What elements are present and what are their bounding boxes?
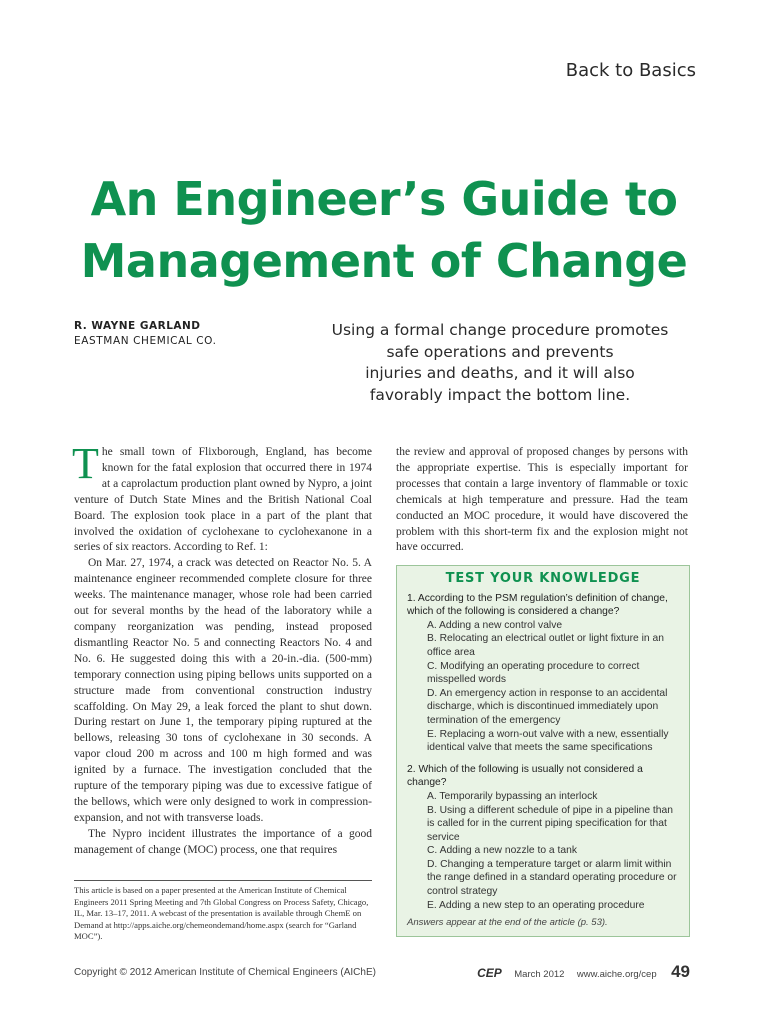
answer-option: E. Adding a new step to an operating procedure	[427, 899, 645, 911]
deck-line-3: injuries and deaths, and it will also	[365, 364, 635, 382]
answer-option: C. Adding a new nozzle to a tank	[427, 845, 577, 857]
quiz-question	[407, 592, 679, 755]
body-paragraph	[72, 439, 372, 556]
answer-option: D. Changing a temperature target or alarm limit within the range defined in a standard operating procedure or control strategy	[427, 858, 677, 898]
footnote: This article is based on a paper presented at the American Institute of Chemical Engineers 2011 Spring Meeting and 7th Global Congress on Process Safety, Chicago, IL, Mar. 13–17, 2011. A webcast of the presentation is available through ChemE on Demand at http://apps.aiche.org/chemeondemand/home.aspx (search for “Garland MOC”).	[74, 885, 369, 941]
deck-line-1: Using a formal change procedure promotes	[331, 321, 669, 339]
issue-date: March 2012	[514, 969, 565, 980]
magazine-name: CEP	[477, 966, 502, 980]
article-title-line-1: An Engineer’s Guide to	[90, 172, 678, 226]
answer-option: D. An emergency action in response to an accidental discharge, which is discontinued immediately upon termination of the emergency	[427, 687, 668, 726]
sidebar-title: TEST YOUR KNOWLEDGE	[445, 571, 641, 586]
body-paragraph: The Nypro incident illustrates the importance of a good management of change (MOC) process, one that requires	[74, 827, 372, 856]
article-title-line-2: Management of Change	[80, 234, 688, 288]
question-text: 2. Which of the following is usually not considered a change?	[407, 763, 643, 789]
answer-option: A. Temporarily bypassing an interlock	[427, 790, 598, 802]
answers-note: Answers appear at the end of the article (p. 53).	[407, 917, 608, 929]
body-paragraph: On Mar. 27, 1974, a crack was detected on Reactor No. 5. A maintenance engineer recommended complete closure for three weeks. The maintenance manager, whose role had been carried out for several months by the head of the laboratory while a company reorganization was pending, instead proposed dismantling Reactor No. 5 and connecting Reactors No. 4 and No. 6. He suggested doing this with a 20-in.-dia. (500-mm) temporary connection using piping bellows units supported on a structure made from conventional construction industry scaffolding. On May 29, a leak forced the plant to shut down. During restart on June 1, the temporary piping ruptured at the bellows, releasing 30 tons of cyclohexane in 30 seconds. A vapor cloud 200 m across and 100 m high formed and was ignited by a furnace. The investigation concluded that the rupture of the temporary piping was due to excessive fatigue of the bellows, which were only designed to work in compression-expansion, and not with transverse loads.	[74, 557, 372, 824]
body-paragraph: the review and approval of proposed changes by persons with the appropriate expertise. This is especially important for processes that contain a large inventory of flammable or toxic chemicals at high temperature and pressure. Had the team conducted an MOC procedure, it would have discovered the problem with this short-term fix and the explosion might not have occurred.	[396, 446, 688, 554]
page-number: 49	[671, 962, 690, 981]
drop-cap: T	[72, 439, 99, 488]
question-text: 1. According to the PSM regulation’s definition of change, which of the following is considered a change?	[407, 592, 668, 618]
answer-option: A. Adding a new control valve	[427, 619, 563, 631]
footnote-divider	[74, 880, 372, 881]
magazine-url: www.aiche.org/cep	[576, 969, 657, 980]
answer-option: C. Modifying an operating procedure to correct misspelled words	[427, 660, 640, 686]
copyright-notice: Copyright © 2012 American Institute of Chemical Engineers (AIChE)	[74, 967, 376, 978]
answer-option: B. Relocating an electrical outlet or light fixture in an office area	[427, 633, 664, 658]
page-folio	[470, 962, 690, 982]
author-name: R. WAYNE GARLAND	[74, 320, 201, 332]
answer-option: B. Using a different schedule of pipe in a pipeline than is called for in the current piping specification for that service	[427, 804, 673, 843]
body-column-right	[396, 445, 688, 556]
answer-option: E. Replacing a worn-out valve with a new, essentially identical valve that meets the same specifications	[427, 728, 669, 754]
author-affiliation: EASTMAN CHEMICAL CO.	[74, 335, 217, 347]
deck-line-4: favorably impact the bottom line.	[369, 385, 631, 404]
paragraph-text: he small town of Flixborough, England, has become known for the fatal explosion that occurred there in 1974 at a caprolactum production plant owned by Nypro, a joint venture of Dutch State Mines and the British National Coal Board. The explosion took place in a part of the plant that involved the oxidation of cyclohexane to cyclohexanone in a series of six reactors. According to Ref. 1:	[74, 446, 372, 554]
article-deck	[312, 320, 688, 406]
body-column-left	[72, 439, 372, 859]
byline	[74, 320, 217, 347]
quiz-question	[407, 763, 679, 913]
section-label: Back to Basics	[565, 60, 696, 81]
article-title	[40, 168, 728, 292]
test-your-knowledge-box	[396, 565, 690, 937]
deck-line-2: safe operations and prevents	[386, 342, 614, 361]
